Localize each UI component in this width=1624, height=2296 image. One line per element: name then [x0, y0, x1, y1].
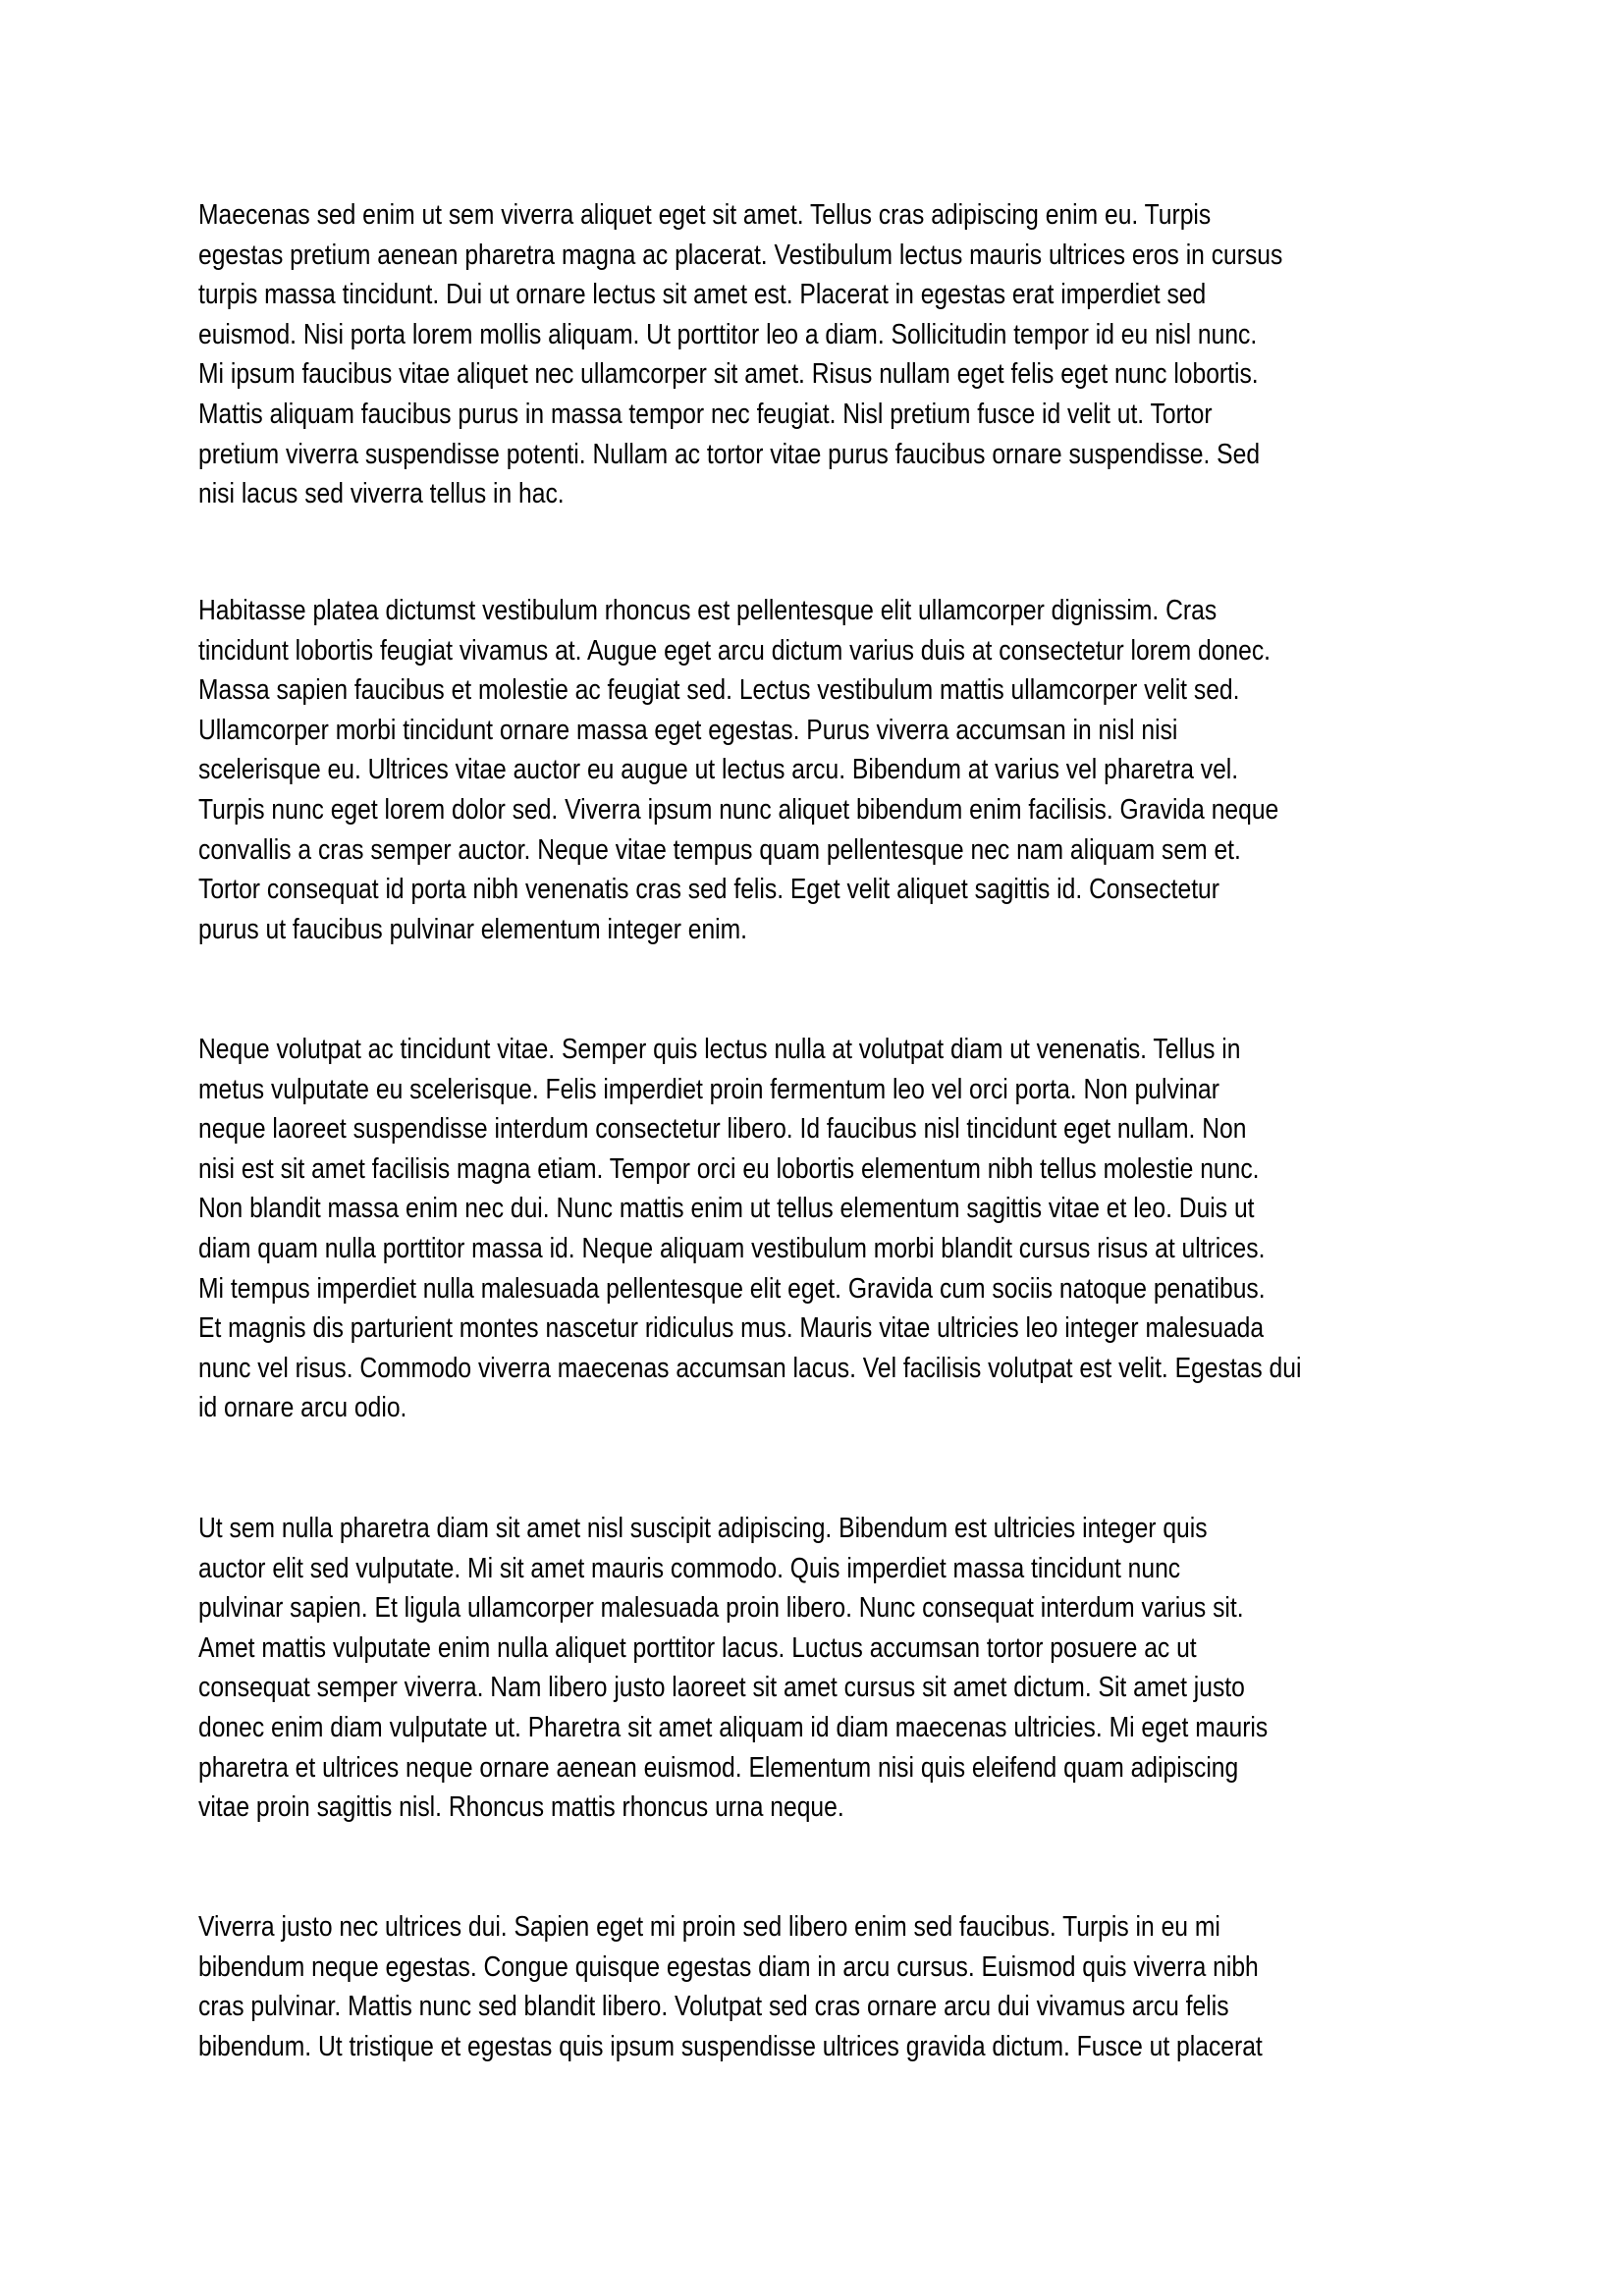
text-line: metus vulputate eu scelerisque. Felis imperdiet proin fermentum leo vel orci porta. Non pulvinar — [198, 1073, 1219, 1105]
text-line: Habitasse platea dictumst vestibulum rhoncus est pellentesque elit ullamcorper dignissim. Cras — [198, 595, 1218, 626]
text-line: pharetra et ultrices neque ornare aenean euismod. Elementum nisi quis eleifend quam adipiscing — [198, 1751, 1239, 1784]
text-line: auctor elit sed vulputate. Mi sit amet mauris commodo. Quis imperdiet massa tincidunt nunc — [198, 1552, 1181, 1584]
text-line: bibendum. Ut tristique et egestas quis ipsum suspendisse ultrices gravida dictum. Fusce ut placerat — [198, 2030, 1263, 2062]
text-line: Amet mattis vulputate enim nulla aliquet porttitor lacus. Luctus accumsan tortor posuere ac ut — [198, 1631, 1197, 1664]
paragraph-3 — [198, 1030, 1435, 1428]
text-line: Viverra justo nec ultrices dui. Sapien eget mi proin sed libero enim sed faucibus. Turpis in eu mi — [198, 1911, 1220, 1943]
text-line: tincidunt lobortis feugiat vivamus at. Augue eget arcu dictum varius duis at consectetur lorem donec. — [198, 634, 1272, 667]
text-line: Tortor consequat id porta nibh venenatis cras sed felis. Eget velit aliquet sagittis id. Consectetur — [198, 874, 1219, 906]
paragraph-2 — [198, 591, 1435, 949]
text-line: Neque volutpat ac tincidunt vitae. Semper quis lectus nulla at volutpat diam ut venenatis. Tellus in — [198, 1034, 1241, 1065]
text-line: Mattis aliquam faucibus purus in massa tempor nec feugiat. Nisl pretium fusce id velit ut. Tortor — [198, 398, 1213, 430]
text-line: consequat semper viverra. Nam libero justo laoreet sit amet cursus sit amet dictum. Sit amet justo — [198, 1672, 1245, 1704]
text-line: Mi ipsum faucibus vitae aliquet nec ullamcorper sit amet. Risus nullam eget felis eget nunc lobortis. — [198, 358, 1259, 391]
text-line: Mi tempus imperdiet nulla malesuada pellentesque elit eget. Gravida cum sociis natoque penatibus. — [198, 1272, 1266, 1305]
text-line: nisi lacus sed viverra tellus in hac. — [198, 478, 565, 510]
text-line: turpis massa tincidunt. Dui ut ornare lectus sit amet est. Placerat in egestas erat imperdiet sed — [198, 279, 1207, 311]
text-line: Turpis nunc eget lorem dolor sed. Viverra ipsum nunc aliquet bibendum enim facilisis. Gravida neque — [198, 793, 1279, 826]
text-line: egestas pretium aenean pharetra magna ac placerat. Vestibulum lectus mauris ultrices eros in cursus — [198, 239, 1283, 271]
text-line: nisi est sit amet facilisis magna etiam. Tempor orci eu lobortis elementum nibh tellus molestie nunc. — [198, 1152, 1260, 1185]
text-line: Ut sem nulla pharetra diam sit amet nisl suscipit adipiscing. Bibendum est ultricies integer quis — [198, 1513, 1208, 1544]
text-line: scelerisque eu. Ultrices vitae auctor eu augue ut lectus arcu. Bibendum at varius vel pharetra vel. — [198, 754, 1239, 786]
text-line: vitae proin sagittis nisl. Rhoncus mattis rhoncus urna neque. — [198, 1791, 844, 1824]
paragraph-4 — [198, 1509, 1435, 1828]
text-line: euismod. Nisi porta lorem mollis aliquam. Ut porttitor leo a diam. Sollicitudin tempor id eu nisl nunc. — [198, 318, 1258, 350]
text-line: bibendum neque egestas. Congue quisque egestas diam in arcu cursus. Euismod quis viverra nibh — [198, 1950, 1259, 1983]
text-line: neque laoreet suspendisse interdum consectetur libero. Id faucibus nisl tincidunt eget nullam. Non — [198, 1113, 1247, 1146]
text-line: Massa sapien faucibus et molestie ac feugiat sed. Lectus vestibulum mattis ullamcorper velit sed. — [198, 674, 1240, 707]
paragraph-1 — [198, 195, 1435, 514]
text-line: pulvinar sapien. Et ligula ullamcorper malesuada proin libero. Nunc consequat interdum varius sit. — [198, 1592, 1244, 1625]
text-line: donec enim diam vulputate ut. Pharetra sit amet aliquam id diam maecenas ultricies. Mi eget mauris — [198, 1711, 1269, 1743]
text-line: purus ut faucibus pulvinar elementum integer enim. — [198, 913, 748, 945]
paragraph-5 — [198, 1907, 1435, 2066]
text-line: Maecenas sed enim ut sem viverra aliquet eget sit amet. Tellus cras adipiscing enim eu. Turpis — [198, 199, 1212, 231]
text-line: pretium viverra suspendisse potenti. Nullam ac tortor vitae purus faucibus ornare suspendisse. Sed — [198, 438, 1261, 470]
text-line: nunc vel risus. Commodo viverra maecenas accumsan lacus. Vel facilisis volutpat est velit. Egestas dui — [198, 1352, 1302, 1384]
text-line: Non blandit massa enim nec dui. Nunc mattis enim ut tellus elementum sagittis vitae et leo. Duis ut — [198, 1193, 1255, 1225]
text-line: Ullamcorper morbi tincidunt ornare massa eget egestas. Purus viverra accumsan in nisl nisi — [198, 714, 1178, 746]
text-line: cras pulvinar. Mattis nunc sed blandit libero. Volutpat sed cras ornare arcu dui vivamus arcu felis — [198, 1991, 1229, 2023]
text-line: diam quam nulla porttitor massa id. Neque aliquam vestibulum morbi blandit cursus risus at ultrices. — [198, 1232, 1266, 1264]
text-line: id ornare arcu odio. — [198, 1392, 407, 1424]
text-line: convallis a cras semper auctor. Neque vitae tempus quam pellentesque nec nam aliquam sem et. — [198, 833, 1241, 866]
text-line: Et magnis dis parturient montes nascetur ridiculus mus. Mauris vitae ultricies leo integer malesuada — [198, 1312, 1265, 1345]
